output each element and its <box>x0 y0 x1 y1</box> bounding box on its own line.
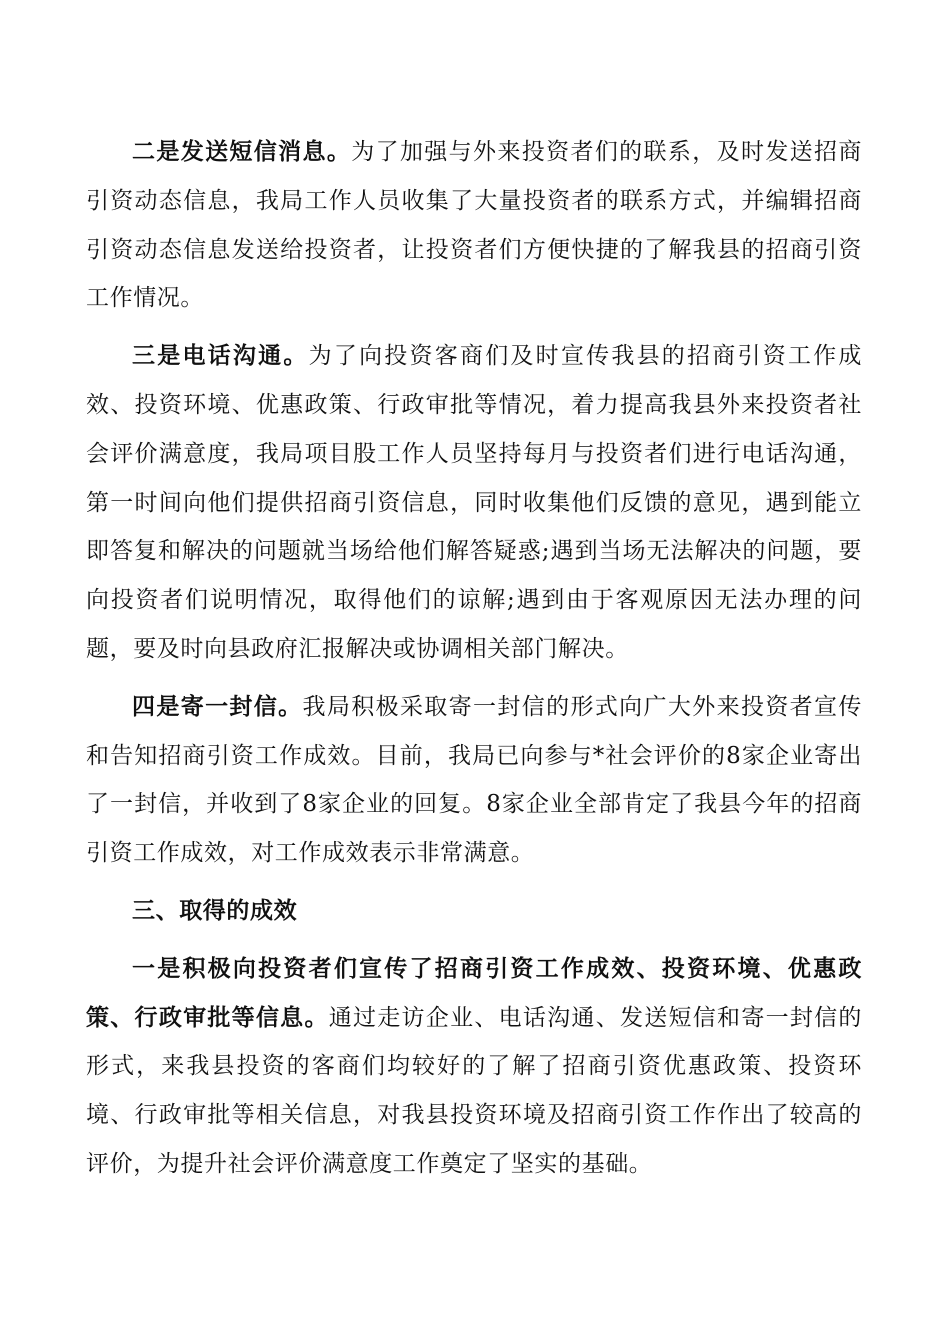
paragraph-lead: 四是寄一封信。 <box>132 692 303 720</box>
section-heading: 三、取得的成效 <box>132 896 298 924</box>
document-page <box>86 128 862 1198</box>
paragraph-letter <box>86 683 862 878</box>
paragraph-body: 为了向投资客商们及时宣传我县的招商引资工作成效、投资环境、优惠政策、行政审批等情况，着力提高我县外来投资者社会评价满意度，我局项目股工作人员坚持每月与投资者们进行电话沟通，第一时间向他们提供招商引资信息，同时收集他们反馈的意见，遇到能立即答复和解决的问题就当场给他们解答疑惑;遇到当场无法解决的问题，要向投资者们说明情况，取得他们的谅解;遇到由于客观原因无法办理的问题，要及时向县政府汇报解决或协调相关部门解决。 <box>86 343 863 662</box>
paragraph-phone <box>86 332 862 674</box>
paragraph-body: 为了加强与外来投资者们的联系，及时发送招商引资动态信息，我局工作人员收集了大量投资者的联系方式，并编辑招商引资动态信息发送给投资者，让投资者们方便快捷的了解我县的招商引资工作情况。 <box>86 139 862 312</box>
paragraph-body: 我局积极采取寄一封信的形式向广大外来投资者宣传和告知招商引资工作成效。目前，我局已向参与*社会评价的8家企业寄出了一封信，并收到了8家企业的回复。8家企业全部肯定了我县今年的招商引资工作成效，对工作成效表示非常满意。 <box>86 693 862 867</box>
paragraph-lead: 一是积极向投资者们宣传了招商引资工作成效、投资环境、优惠政策、行政审批等信息。 <box>86 954 862 1031</box>
paragraph-lead: 二是发送短信消息。 <box>132 138 352 165</box>
paragraph-result <box>86 945 862 1189</box>
paragraph-body: 通过走访企业、电话沟通、发送短信和寄一封信的形式，来我县投资的客商们均较好的了解了招商引资优惠政策、投资环境、行政审批等相关信息，对我县投资环境及招商引资工作作出了较高的评价，为提升社会评价满意度工作奠定了坚实的基础。 <box>86 1004 863 1177</box>
paragraph-sms <box>86 128 862 323</box>
paragraph-lead: 三是电话沟通。 <box>132 342 309 370</box>
